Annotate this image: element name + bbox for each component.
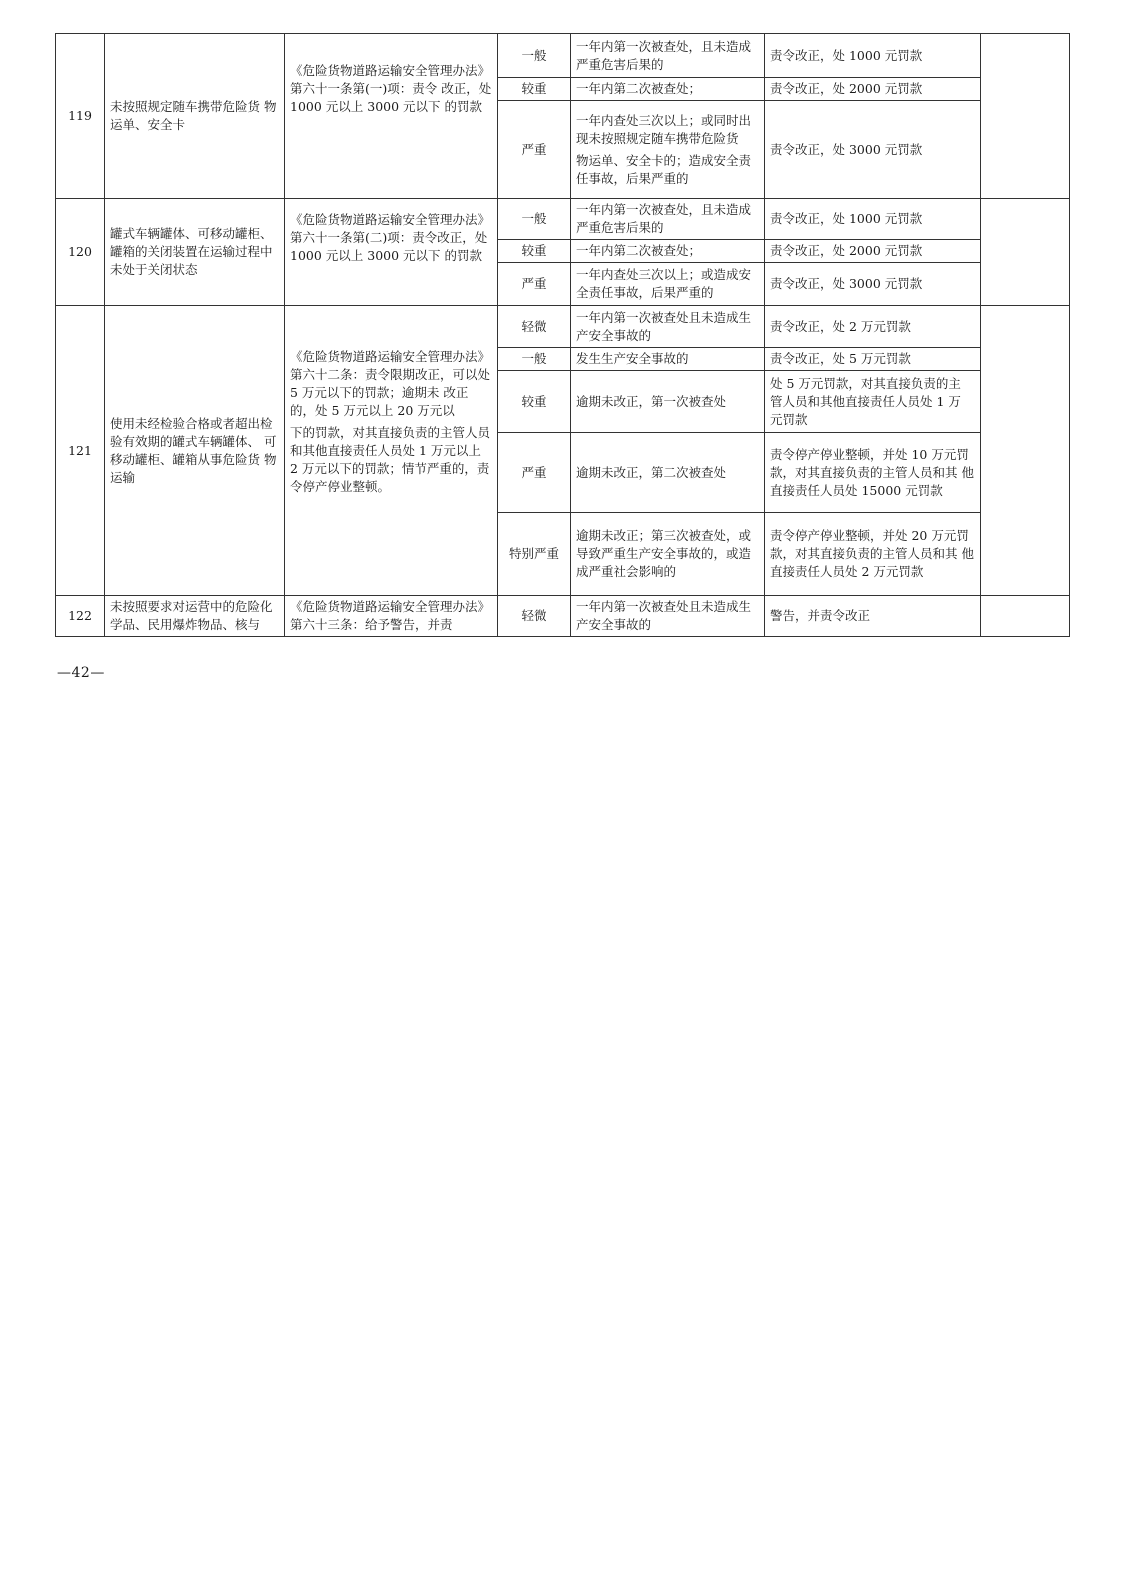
penalty-text: 责令改正，处 2000 元罚款: [765, 78, 981, 101]
table-row: [56, 306, 1070, 348]
note-cell: [981, 596, 1070, 637]
note-cell: [981, 199, 1070, 306]
condition-cell: [571, 101, 765, 199]
severity-level: 轻微: [498, 306, 571, 348]
condition-text: 一年内第二次被查处；: [571, 78, 765, 101]
violation-item: 罐式车辆罐体、可移动罐柜、罐箱的关闭装置在运输过程中未处于关闭状态: [105, 199, 285, 306]
penalty-text: 责令改正，处 3000 元罚款: [765, 101, 981, 199]
severity-level: 特别严重: [498, 513, 571, 596]
condition-text: 发生生产安全事故的: [571, 348, 765, 371]
violation-item: 未按照规定随车携带危险货 物运单、安全卡: [105, 34, 285, 199]
severity-level: 一般: [498, 348, 571, 371]
legal-basis: 《危险货物道路运输安全管理办法》第六十二条：责令限期改正，可以处 5 万元以下的罚款；逾期未 改正的，处 5 万元以上 20 万元以: [290, 349, 491, 418]
row-number: 122: [56, 596, 105, 637]
condition-text: 逾期未改正，第二次被查处: [571, 433, 765, 513]
table-row: [56, 34, 1070, 78]
note-cell: [981, 306, 1070, 596]
legal-basis: 《危险货物道路运输安全管理办法》第六十一条第(一)项：责令 改正，处 1000 元以上 3000 元以下 的罚款: [285, 34, 498, 199]
severity-level: 一般: [498, 34, 571, 78]
violation-item: 使用未经检验合格或者超出检验有效期的罐式车辆罐体、 可移动罐柜、罐箱从事危险货 物运输: [105, 306, 285, 596]
page-number: —42—: [57, 665, 105, 681]
condition-text: 一年内查处三次以上；或同时出 现未按照规定随车携带危险货: [576, 112, 752, 146]
condition-text: 一年内第一次被查处，且未造成严重危害后果的: [571, 199, 765, 240]
row-number: 120: [56, 199, 105, 306]
penalty-text: 责令停产停业整顿，并处 10 万元罚 款，对其直接负责的主管人员和其 他直接责任人员处 15000 元罚款: [765, 433, 981, 513]
condition-text: 一年内第二次被查处；: [571, 240, 765, 263]
legal-basis-cell: [285, 306, 498, 596]
table-row: [56, 596, 1070, 637]
violation-item: 未按照要求对运营中的危险化学品、民用爆炸物品、核与: [105, 596, 285, 637]
condition-text: 逾期未改正；第三次被查处，或导致严重生产安全事故的，或造成严重社会影响的: [571, 513, 765, 596]
severity-level: 严重: [498, 263, 571, 306]
severity-level: 较重: [498, 240, 571, 263]
row-number: 121: [56, 306, 105, 596]
severity-level: 较重: [498, 371, 571, 433]
penalty-text: 责令改正，处 2 万元罚款: [765, 306, 981, 348]
severity-level: 较重: [498, 78, 571, 101]
legal-basis: 《危险货物道路运输安全管理办法》第六十三条：给予警告，并责: [285, 596, 498, 637]
penalty-text: 责令改正，处 2000 元罚款: [765, 240, 981, 263]
note-cell: [981, 34, 1070, 199]
penalty-text: 责令改正，处 3000 元罚款: [765, 263, 981, 306]
condition-text: 一年内第一次被查处，且未造成严重危害后果的: [571, 34, 765, 78]
penalty-text: 责令改正，处 1000 元罚款: [765, 199, 981, 240]
severity-level: 严重: [498, 101, 571, 199]
penalty-text: 责令停产停业整顿，并处 20 万元罚 款，对其直接负责的主管人员和其 他直接责任人员处 2 万元罚款: [765, 513, 981, 596]
condition-text: 一年内第一次被查处且未造成生产安全事故的: [571, 596, 765, 637]
penalty-text: 警告，并责令改正: [765, 596, 981, 637]
legal-basis-continued: 下的罚款，对其直接负责的主管人员和其他直接责任人员处 1 万元以上 2 万元以下的罚款；情节严重的，责令停产停业整顿。: [290, 425, 491, 494]
penalty-table: [55, 33, 1070, 637]
severity-level: 轻微: [498, 596, 571, 637]
condition-text-continued: 物运单、安全卡的；造成安全责任事故，后果严重的: [576, 152, 752, 186]
condition-text: 一年内查处三次以上；或造成安全责任事故，后果严重的: [571, 263, 765, 306]
condition-text: 一年内第一次被查处且未造成生产安全事故的: [571, 306, 765, 348]
row-number: 119: [56, 34, 105, 199]
severity-level: 一般: [498, 199, 571, 240]
legal-basis: 《危险货物道路运输安全管理办法》第六十一条第(二)项：责令改正，处 1000 元以上 3000 元以下 的罚款: [285, 199, 498, 306]
severity-level: 严重: [498, 433, 571, 513]
condition-text: 逾期未改正，第一次被查处: [571, 371, 765, 433]
table-row: [56, 199, 1070, 240]
penalty-text: 处 5 万元罚款，对其直接负责的主 管人员和其他直接责任人员处 1 万 元罚款: [765, 371, 981, 433]
penalty-text: 责令改正，处 1000 元罚款: [765, 34, 981, 78]
penalty-text: 责令改正，处 5 万元罚款: [765, 348, 981, 371]
